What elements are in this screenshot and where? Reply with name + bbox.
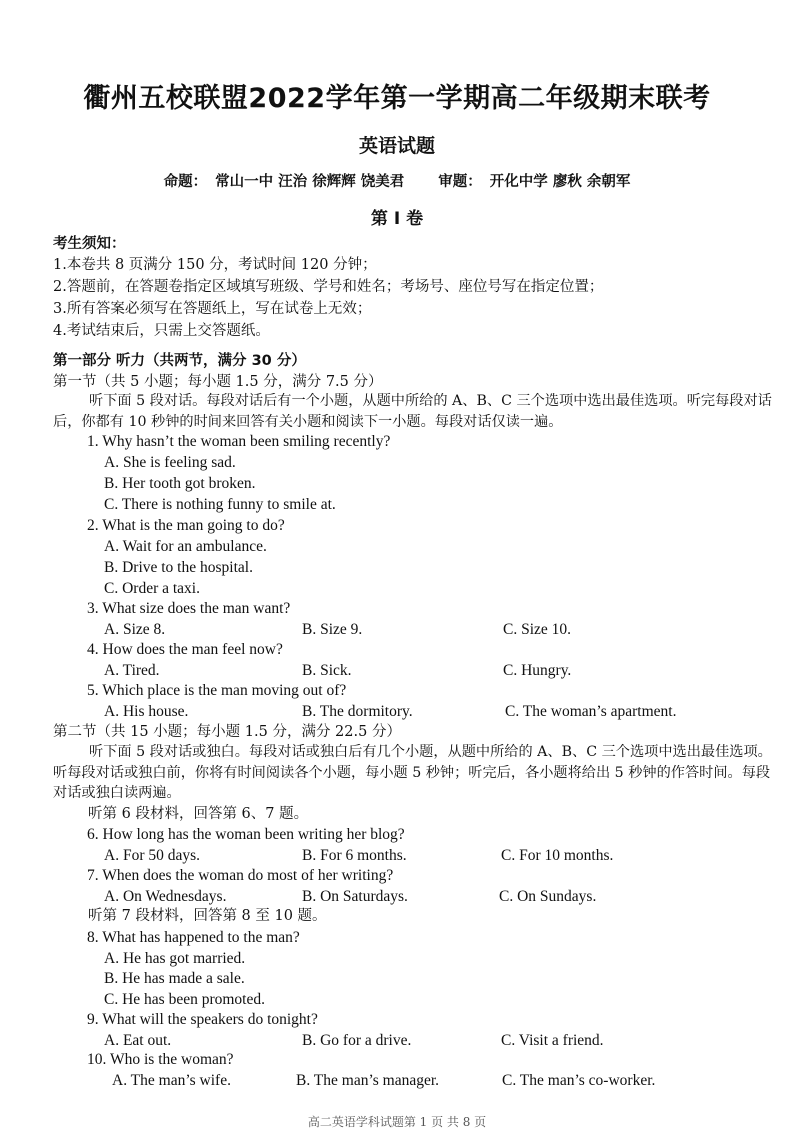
option: C. Size 10. (503, 621, 572, 638)
notice-item: 2.答题前，在答题卷指定区域填写班级、学号和姓名；考场号、座位号写在指定位置； (53, 279, 604, 295)
option: B. For 6 months. (302, 847, 407, 864)
part1-heading: 第一部分 听力（共两节，满分 30 分） (53, 353, 306, 369)
option: A. For 50 days. (104, 847, 201, 864)
section2-instructions: 听下面 5 段对话或独白。每段对话或独白后有几个小题，从题中所给的 A、B、C 三个选项中选出最佳选项。听每段对话或独白前，你将有时间阅读各个小题，每小题 5 秒钟；听完后，各小题将给出 5 秒钟的作答时间。每段对话或独白读两遍。 (53, 744, 772, 801)
question-stem: 3. What size does the man want? (87, 600, 291, 617)
option: B. The dormitory. (302, 703, 413, 720)
option: C. The man’s co-worker. (502, 1072, 656, 1089)
question-stem: 9. What will the speakers do tonight? (87, 1011, 318, 1028)
exam-title: 衢州五校联盟2022学年第一学期高二年级期末联考 (83, 83, 711, 114)
option: A. Tired. (104, 662, 160, 679)
section2-heading: 第二节（共 15 小题；每小题 1.5 分，满分 22.5 分） (53, 724, 401, 740)
option: B. Her tooth got broken. (104, 475, 256, 492)
option: C. Visit a friend. (501, 1032, 604, 1049)
exam-subject: 英语试题 (358, 135, 435, 157)
option: C. Order a taxi. (104, 580, 200, 597)
option: C. There is nothing funny to smile at. (104, 496, 336, 513)
notice-item: 4.考试结束后，只需上交答题纸。 (53, 323, 270, 339)
option: A. The man’s wife. (112, 1072, 231, 1089)
volume-label: 第 Ⅰ 卷 (370, 209, 424, 229)
notice-heading: 考生须知： (53, 236, 126, 252)
option: B. The man’s manager. (296, 1072, 440, 1089)
option: A. Size 8. (104, 621, 166, 638)
reviewer-label: 审题： (438, 174, 482, 190)
option: C. On Sundays. (499, 888, 597, 905)
authors-line (0, 170, 794, 191)
option: A. She is feeling sad. (104, 454, 236, 471)
option: A. Eat out. (104, 1032, 172, 1049)
option: A. On Wednesdays. (104, 888, 227, 905)
material-6-note: 听第 6 段材料，回答第 6、7 题。 (88, 806, 309, 822)
question-stem: 4. How does the man feel now? (87, 641, 283, 658)
notice-item: 1.本卷共 8 页满分 150 分，考试时间 120 分钟； (53, 257, 377, 273)
question-stem: 7. When does the woman do most of her writing? (87, 867, 394, 884)
question-stem: 6. How long has the woman been writing her blog? (87, 826, 405, 843)
proposer-label: 命题： (163, 174, 208, 190)
option: A. He has got married. (104, 950, 246, 967)
option: C. He has been promoted. (104, 991, 265, 1008)
question-stem: 2. What is the man going to do? (87, 517, 285, 534)
option: A. Wait for an ambulance. (104, 538, 267, 555)
question-stem: 5. Which place is the man moving out of? (87, 682, 347, 699)
option: A. His house. (104, 703, 189, 720)
option: C. Hungry. (503, 662, 572, 679)
option: C. The woman’s apartment. (505, 703, 677, 720)
section1-heading: 第一节（共 5 小题；每小题 1.5 分，满分 7.5 分） (53, 374, 383, 390)
option: B. On Saturdays. (302, 888, 408, 905)
question-stem: 10. Who is the woman? (87, 1051, 234, 1068)
option: B. Go for a drive. (302, 1032, 412, 1049)
option: B. He has made a sale. (104, 970, 245, 987)
reviewers: 开化中学 廖秋 余朝军 (489, 174, 631, 190)
section1-instructions: 听下面 5 段对话。每段对话后有一个小题，从题中所给的 A、B、C 三个选项中选出最佳选项。听完每段对话后，你都有 10 秒钟的时间来回答有关小题和阅读下一小题。每段对话仅读一遍。 (53, 393, 772, 430)
notice-item: 3.所有答案必须写在答题纸上，写在试卷上无效； (53, 301, 372, 317)
page-footer: 高二英语学科试题第 1 页 共 8 页 (307, 1115, 487, 1129)
proposers: 常山一中 汪治 徐辉辉 饶美君 (215, 174, 405, 190)
option: B. Sick. (302, 662, 352, 679)
option: B. Drive to the hospital. (104, 559, 253, 576)
question-stem: 8. What has happened to the man? (87, 929, 300, 946)
option: B. Size 9. (302, 621, 363, 638)
option: C. For 10 months. (501, 847, 614, 864)
question-stem: 1. Why hasn’t the woman been smiling recently? (87, 433, 391, 450)
material-7-note: 听第 7 段材料，回答第 8 至 10 题。 (88, 908, 327, 924)
